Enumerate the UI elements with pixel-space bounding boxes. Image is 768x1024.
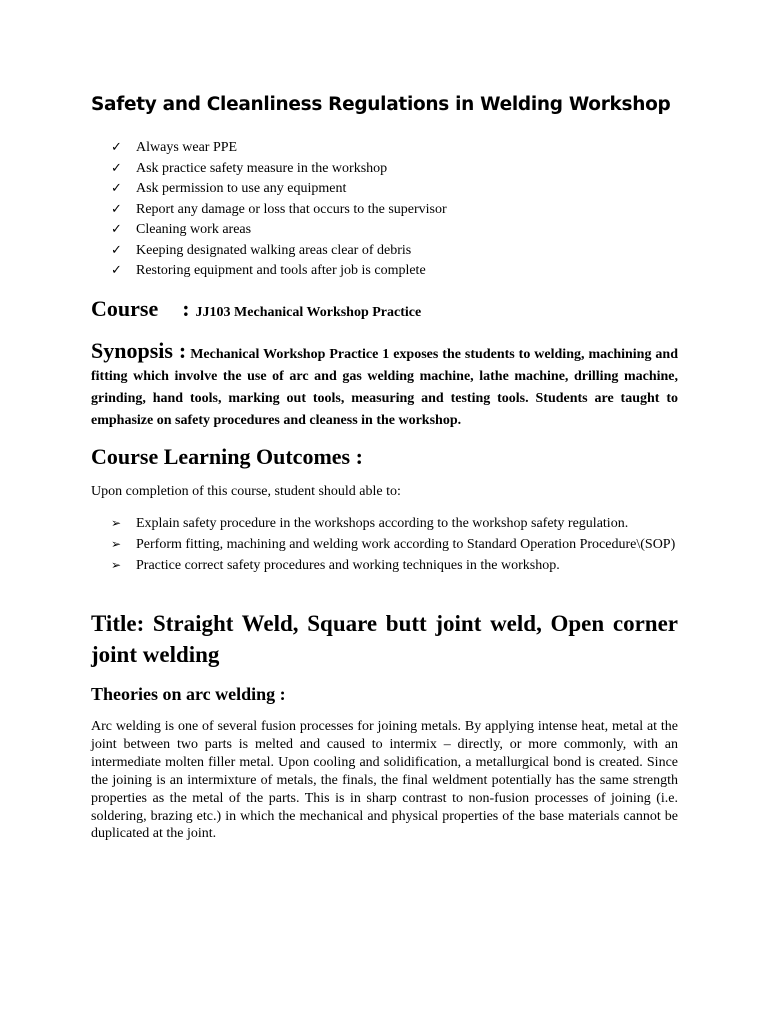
list-item: [111, 555, 678, 576]
synopsis-text: Mechanical Workshop Practice 1 exposes the students to welding, machining and fitting which involve the use of arc and gas welding machine, lathe machine, drilling machine, grinding, hand tools, marking out tools, measuring and testing tools. Students are taught to emphasize on safety procedures and cleaness in the workshop.: [91, 347, 678, 428]
arrow-bullet-icon: ➢: [111, 516, 122, 530]
safety-heading: Safety and Cleanliness Regulations in Welding Workshop: [91, 94, 671, 115]
lab-title: Title: Straight Weld, Square butt joint weld, Open corner joint welding: [91, 611, 678, 667]
check-icon: ✓: [111, 201, 122, 217]
course-line: [91, 296, 421, 322]
list-item: [111, 200, 447, 221]
safety-checklist: [111, 138, 447, 282]
list-item: [111, 179, 447, 200]
list-item: [111, 138, 447, 159]
theory-heading: Theories on arc welding :: [91, 684, 286, 704]
list-item-text: Restoring equipment and tools after job is complete: [136, 263, 426, 278]
course-value: JJ103 Mechanical Workshop Practice: [195, 305, 422, 320]
course-label: Course: [91, 296, 159, 321]
list-item: [111, 513, 678, 534]
check-icon: ✓: [111, 160, 122, 176]
list-item-text: Ask practice safety measure in the workshop: [136, 160, 388, 176]
outcomes-heading: Course Learning Outcomes :: [91, 444, 363, 469]
synopsis-paragraph: [91, 340, 678, 432]
list-item-text: Keeping designated walking areas clear of debris: [136, 242, 412, 258]
list-item: [111, 220, 447, 241]
list-item-text: Ask permission to use any equipment: [136, 181, 347, 196]
check-icon: ✓: [111, 222, 122, 237]
check-icon: ✓: [111, 181, 122, 196]
arrow-bullet-icon: ➢: [111, 558, 122, 572]
course-colon: :: [182, 296, 190, 321]
list-item: [111, 261, 447, 282]
list-item-text: Report any damage or loss that occurs to the supervisor: [136, 201, 447, 217]
synopsis-label: Synopsis :: [91, 338, 187, 363]
list-item: [111, 159, 447, 180]
arrow-bullet-icon: ➢: [111, 537, 122, 551]
check-icon: ✓: [111, 140, 122, 155]
theory-paragraph: Arc welding is one of several fusion processes for joining metals. By applying intense heat, metal at the joint between two parts is melted and caused to intermix – directly, or more commonly, with an intermediate molten filler metal. Upon cooling and solidification, a metallurgical bond is created. Since the joining is an intermixture of metals, the finals, the final weldment potentially has the same strength properties as the metal of the parts. This is in sharp contrast to non-fusion processes of joining (i.e. soldering, brazing etc.) in which the mechanical and physical properties of the base materials cannot be duplicated at the joint.: [91, 719, 678, 842]
outcomes-list: [111, 513, 678, 576]
check-icon: ✓: [111, 242, 122, 258]
list-item-text: Practice correct safety procedures and working techniques in the workshop.: [136, 558, 560, 573]
list-item-text: Perform fitting, machining and welding work according to Standard Operation Procedure\(SOP): [136, 537, 676, 552]
list-item-text: Explain safety procedure in the workshops according to the workshop safety regulation.: [136, 516, 629, 531]
list-item-text: Always wear PPE: [136, 140, 238, 155]
check-icon: ✓: [111, 263, 122, 278]
list-item: [111, 241, 447, 262]
list-item: [111, 534, 678, 555]
list-item-text: Cleaning work areas: [136, 222, 252, 237]
outcomes-intro: Upon completion of this course, student should able to:: [91, 484, 401, 499]
